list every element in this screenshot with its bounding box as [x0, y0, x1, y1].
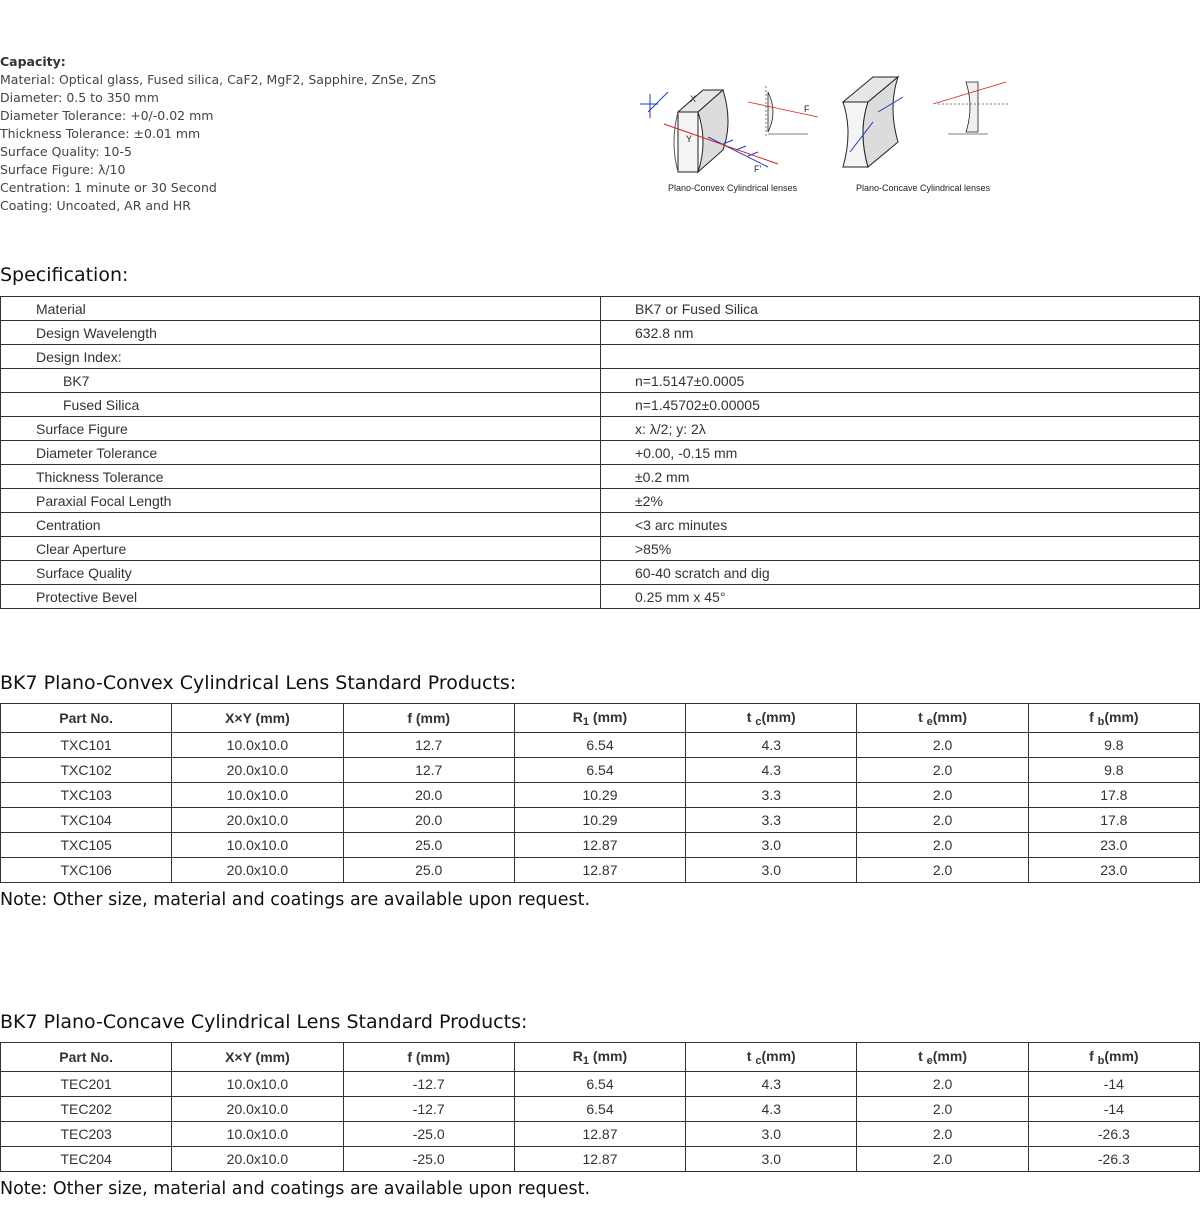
table-row [1, 733, 1200, 758]
spec-value: >85% [601, 537, 1200, 561]
diagram-label-y: Y [686, 134, 693, 144]
spec-key: Surface Figure [1, 417, 601, 441]
convex-heading: BK7 Plano-Convex Cylindrical Lens Standard Products: [0, 672, 517, 694]
table-header-row [1, 704, 1200, 733]
spec-key: Protective Bevel [1, 585, 601, 609]
cell-size: 10.0x10.0 [172, 783, 343, 808]
cell-back-focal-length: 23.0 [1028, 858, 1199, 883]
capacity-line: Coating: Uncoated, AR and HR [0, 198, 191, 213]
capacity-line: Diameter: 0.5 to 350 mm [0, 90, 159, 105]
cell-size: 20.0x10.0 [172, 1147, 343, 1172]
cell-part-no: TXC104 [1, 808, 172, 833]
col-header-fb [1028, 1043, 1199, 1072]
spec-key: Centration [1, 513, 601, 537]
convex-products-table [0, 703, 1200, 883]
spec-value [601, 345, 1200, 369]
spec-row [1, 369, 1200, 393]
spec-key: Clear Aperture [1, 537, 601, 561]
capacity-line: Surface Quality: 10-5 [0, 144, 132, 159]
cell-back-focal-length: -14 [1028, 1072, 1199, 1097]
spec-key: Design Index: [1, 345, 601, 369]
table-row [1, 783, 1200, 808]
cell-edge-thickness: 2.0 [857, 808, 1028, 833]
cell-part-no: TEC201 [1, 1072, 172, 1097]
diagram-caption-convex: Plano-Convex Cylindrical lenses [668, 183, 798, 193]
col-header-te [857, 704, 1028, 733]
diagram-label-x: X [690, 94, 697, 104]
spec-value: 60-40 scratch and dig [601, 561, 1200, 585]
capacity-line: Diameter Tolerance: +0/-0.02 mm [0, 108, 214, 123]
spec-row [1, 441, 1200, 465]
cell-part-no: TEC203 [1, 1122, 172, 1147]
cell-focal-length: 25.0 [343, 833, 514, 858]
cell-edge-thickness: 2.0 [857, 758, 1028, 783]
spec-value: ±2% [601, 489, 1200, 513]
cell-back-focal-length: -26.3 [1028, 1122, 1199, 1147]
cell-radius: 12.87 [514, 1122, 685, 1147]
cell-edge-thickness: 2.0 [857, 858, 1028, 883]
cell-radius: 12.87 [514, 1147, 685, 1172]
spec-value: x: λ/2; y: 2λ [601, 417, 1200, 441]
cell-size: 10.0x10.0 [172, 1072, 343, 1097]
table-row [1, 1147, 1200, 1172]
cell-center-thickness: 3.0 [686, 858, 857, 883]
col-header-r1 [514, 704, 685, 733]
cell-edge-thickness: 2.0 [857, 783, 1028, 808]
spec-value: 632.8 nm [601, 321, 1200, 345]
cell-radius: 12.87 [514, 833, 685, 858]
table-row [1, 1122, 1200, 1147]
cell-radius: 6.54 [514, 1097, 685, 1122]
cell-back-focal-length: 9.8 [1028, 758, 1199, 783]
header-subscript: b [1097, 1054, 1105, 1067]
col-header-part: Part No. [1, 704, 172, 733]
cell-radius: 6.54 [514, 733, 685, 758]
cell-back-focal-length: 17.8 [1028, 808, 1199, 833]
spec-key: BK7 [1, 369, 601, 393]
spec-key: Diameter Tolerance [1, 441, 601, 465]
table-row [1, 1097, 1200, 1122]
cell-size: 20.0x10.0 [172, 808, 343, 833]
cell-back-focal-length: -26.3 [1028, 1147, 1199, 1172]
capacity-title: Capacity: [0, 54, 66, 69]
table-row [1, 758, 1200, 783]
cell-radius: 10.29 [514, 783, 685, 808]
spec-row [1, 585, 1200, 609]
cell-radius: 6.54 [514, 758, 685, 783]
table-row [1, 808, 1200, 833]
cell-part-no: TXC102 [1, 758, 172, 783]
cell-back-focal-length: 23.0 [1028, 833, 1199, 858]
cell-part-no: TXC106 [1, 858, 172, 883]
cell-part-no: TXC105 [1, 833, 172, 858]
table-row [1, 858, 1200, 883]
cell-size: 10.0x10.0 [172, 1122, 343, 1147]
header-subscript: 1 [582, 1054, 590, 1067]
header-unit: (mm) [1104, 708, 1139, 725]
cell-size: 20.0x10.0 [172, 1097, 343, 1122]
concave-products-table [0, 1042, 1200, 1172]
spec-row [1, 297, 1200, 321]
cell-radius: 12.87 [514, 858, 685, 883]
spec-key: Design Wavelength [1, 321, 601, 345]
col-header-tc [686, 704, 857, 733]
concave-heading: BK7 Plano-Concave Cylindrical Lens Standard Products: [0, 1011, 528, 1033]
header-subscript: 1 [582, 715, 590, 728]
spec-row [1, 393, 1200, 417]
table-row [1, 833, 1200, 858]
header-text: R [572, 1047, 583, 1064]
capacity-line: Material: Optical glass, Fused silica, CaF2, MgF2, Sapphire, ZnSe, ZnS [0, 72, 437, 87]
header-subscript: c [755, 715, 762, 728]
cell-focal-length: -12.7 [343, 1097, 514, 1122]
cell-part-no: TXC101 [1, 733, 172, 758]
header-text: R [572, 708, 583, 725]
diagram-label-f: F [804, 104, 810, 114]
capacity-line: Surface Figure: λ/10 [0, 162, 126, 177]
cell-center-thickness: 3.0 [686, 1147, 857, 1172]
header-text: t [918, 1047, 927, 1064]
cell-edge-thickness: 2.0 [857, 733, 1028, 758]
cell-edge-thickness: 2.0 [857, 1097, 1028, 1122]
spec-value: 0.25 mm x 45° [601, 585, 1200, 609]
spec-key: Fused Silica [1, 393, 601, 417]
cell-center-thickness: 3.3 [686, 783, 857, 808]
cell-edge-thickness: 2.0 [857, 1072, 1028, 1097]
header-text: t [746, 1047, 756, 1064]
cell-part-no: TXC103 [1, 783, 172, 808]
spec-value: n=1.45702±0.00005 [601, 393, 1200, 417]
cell-center-thickness: 4.3 [686, 758, 857, 783]
spec-row [1, 345, 1200, 369]
cell-focal-length: 20.0 [343, 808, 514, 833]
spec-table [0, 296, 1200, 609]
header-subscript: e [926, 715, 933, 728]
col-header-f: f (mm) [343, 1043, 514, 1072]
convex-products-body [1, 733, 1200, 883]
diagram-label-fp: F' [754, 164, 762, 174]
table-row [1, 1072, 1200, 1097]
header-unit: (mm) [932, 708, 967, 725]
cell-focal-length: -12.7 [343, 1072, 514, 1097]
cell-focal-length: 12.7 [343, 733, 514, 758]
spec-row [1, 417, 1200, 441]
cell-size: 20.0x10.0 [172, 858, 343, 883]
spec-key: Paraxial Focal Length [1, 489, 601, 513]
cell-edge-thickness: 2.0 [857, 833, 1028, 858]
col-header-fb [1028, 704, 1199, 733]
cell-radius: 10.29 [514, 808, 685, 833]
spec-key: Material [1, 297, 601, 321]
header-text: f [1089, 1047, 1098, 1064]
col-header-part: Part No. [1, 1043, 172, 1072]
spec-row [1, 465, 1200, 489]
cell-center-thickness: 3.3 [686, 808, 857, 833]
cell-back-focal-length: 9.8 [1028, 733, 1199, 758]
col-header-f: f (mm) [343, 704, 514, 733]
spec-key: Thickness Tolerance [1, 465, 601, 489]
plano-concave-lens-drawing [843, 77, 903, 167]
cell-focal-length: 20.0 [343, 783, 514, 808]
cell-back-focal-length: 17.8 [1028, 783, 1199, 808]
col-header-te [857, 1043, 1028, 1072]
cell-focal-length: -25.0 [343, 1122, 514, 1147]
cell-center-thickness: 4.3 [686, 1072, 857, 1097]
capacity-line: Thickness Tolerance: ±0.01 mm [0, 126, 201, 141]
convex-note: Note: Other size, material and coatings are available upon request. [0, 890, 591, 910]
cell-center-thickness: 3.0 [686, 1122, 857, 1147]
header-subscript: e [926, 1054, 933, 1067]
header-unit: (mm) [589, 1047, 628, 1064]
capacity-section [0, 53, 600, 215]
cell-center-thickness: 4.3 [686, 733, 857, 758]
cell-size: 10.0x10.0 [172, 733, 343, 758]
cell-edge-thickness: 2.0 [857, 1122, 1028, 1147]
spec-row [1, 537, 1200, 561]
spec-heading: Specification: [0, 264, 129, 286]
header-unit: (mm) [1104, 1047, 1139, 1064]
cell-focal-length: 25.0 [343, 858, 514, 883]
header-unit: (mm) [761, 708, 796, 725]
header-unit: (mm) [761, 1047, 796, 1064]
spec-row [1, 489, 1200, 513]
cell-center-thickness: 3.0 [686, 833, 857, 858]
col-header-tc [686, 1043, 857, 1072]
spec-value: BK7 or Fused Silica [601, 297, 1200, 321]
cell-size: 20.0x10.0 [172, 758, 343, 783]
cell-part-no: TEC204 [1, 1147, 172, 1172]
header-text: f [1089, 708, 1098, 725]
spec-value: n=1.5147±0.0005 [601, 369, 1200, 393]
header-unit: (mm) [932, 1047, 967, 1064]
header-subscript: b [1097, 715, 1105, 728]
cell-radius: 6.54 [514, 1072, 685, 1097]
cell-focal-length: -25.0 [343, 1147, 514, 1172]
concave-note: Note: Other size, material and coatings are available upon request. [0, 1179, 591, 1199]
concave-products-body [1, 1072, 1200, 1172]
col-header-r1 [514, 1043, 685, 1072]
cell-size: 10.0x10.0 [172, 833, 343, 858]
capacity-line: Centration: 1 minute or 30 Second [0, 180, 217, 195]
header-unit: (mm) [589, 708, 628, 725]
col-header-xy: X×Y (mm) [172, 1043, 343, 1072]
table-header-row [1, 1043, 1200, 1072]
cell-focal-length: 12.7 [343, 758, 514, 783]
header-text: t [746, 708, 756, 725]
spec-value: ±0.2 mm [601, 465, 1200, 489]
cylindrical-lens-diagram [628, 72, 1018, 197]
spec-row [1, 321, 1200, 345]
cell-center-thickness: 4.3 [686, 1097, 857, 1122]
cell-back-focal-length: -14 [1028, 1097, 1199, 1122]
spec-key: Surface Quality [1, 561, 601, 585]
spec-value: <3 arc minutes [601, 513, 1200, 537]
spec-value: +0.00, -0.15 mm [601, 441, 1200, 465]
diagram-caption-concave: Plano-Concave Cylindrical lenses [856, 183, 991, 193]
col-header-xy: X×Y (mm) [172, 704, 343, 733]
header-subscript: c [755, 1054, 762, 1067]
cell-edge-thickness: 2.0 [857, 1147, 1028, 1172]
plano-convex-lens-drawing [640, 90, 778, 172]
cell-part-no: TEC202 [1, 1097, 172, 1122]
plano-concave-schematic [933, 82, 1008, 134]
spec-row [1, 561, 1200, 585]
header-text: t [918, 708, 927, 725]
spec-row [1, 513, 1200, 537]
spec-table-body [1, 297, 1200, 609]
